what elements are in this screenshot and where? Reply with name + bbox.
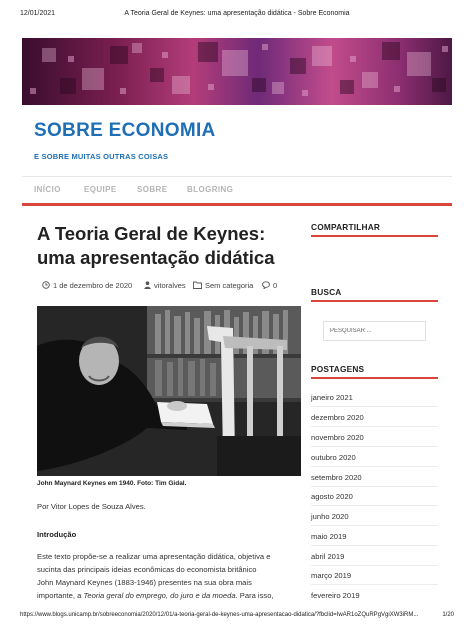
search-input[interactable]	[323, 321, 426, 341]
paragraph-line-last	[37, 591, 274, 600]
archive-link[interactable]: abril 2019	[311, 552, 345, 561]
post-byline: Por Vitor Lopes de Souza Alves.	[37, 502, 146, 511]
post-title	[37, 222, 302, 270]
print-footer	[20, 612, 454, 622]
archive-link[interactable]: junho 2020	[311, 512, 349, 521]
sidebar-heading-posts: POSTAGENS	[311, 364, 365, 374]
print-date: 12/01/2021	[20, 10, 56, 17]
site-title[interactable]: SOBRE ECONOMIA	[34, 120, 216, 141]
archive-link[interactable]: setembro 2020	[311, 473, 362, 482]
archive-divider	[311, 545, 438, 546]
photo-illustration	[37, 306, 301, 476]
archive-divider	[311, 446, 438, 447]
archive-divider	[311, 466, 438, 467]
photo-caption: John Maynard Keynes em 1940. Foto: Tim Gidal.	[37, 480, 187, 487]
archive-link[interactable]: dezembro 2020	[311, 413, 364, 422]
archive-divider	[311, 525, 438, 526]
nav-item-inicio[interactable]: INÍCIO	[34, 185, 61, 194]
sidebar-heading-share: COMPARTILHAR	[311, 222, 381, 232]
nav-item-equipe[interactable]: EQUIPE	[84, 185, 117, 194]
archive-link[interactable]: novembro 2020	[311, 433, 364, 442]
archive-divider	[311, 486, 438, 487]
nav-item-sobre[interactable]: SOBRE	[137, 185, 168, 194]
archive-divider	[311, 406, 438, 407]
site-tagline: E SOBRE MUITAS OUTRAS COISAS	[34, 152, 169, 161]
post-category[interactable]: Sem categoria	[205, 281, 254, 290]
post-title-line-1: A Teoria Geral de Keynes:	[37, 223, 266, 244]
print-header	[20, 10, 454, 22]
sidebar-rule	[311, 377, 438, 379]
archive-divider	[311, 565, 438, 566]
archive-divider	[311, 584, 438, 585]
archive-link[interactable]: agosto 2020	[311, 492, 353, 501]
paragraph-line: John Maynard Keynes (1883-1946) presentes na sua obra mais	[37, 578, 252, 587]
keynes-photo	[37, 306, 301, 476]
archive-link[interactable]: fevereiro 2019	[311, 591, 360, 600]
paragraph-text: . Para isso,	[235, 591, 274, 600]
user-icon	[144, 281, 151, 289]
print-url: https://www.blogs.unicamp.br/sobreeconomia/2020/12/01/a-teoria-geral-de-keynes-uma-apresentacao-didatica/?fbclid=IwAR1oZQuRPgVgiXW3iRM...	[20, 612, 419, 618]
comment-icon	[262, 281, 270, 289]
paragraph-line: sucinta das principais ideias econômicas do economista britânico	[37, 565, 257, 574]
archive-divider	[311, 426, 438, 427]
archive-link[interactable]: março 2019	[311, 571, 352, 580]
sidebar-rule	[311, 235, 438, 237]
post-date[interactable]: 1 de dezembro de 2020	[53, 281, 133, 290]
post-author[interactable]: vitoralves	[154, 281, 186, 290]
nav-divider-top	[22, 176, 452, 177]
post-comments-count[interactable]: 0	[273, 281, 278, 290]
archive-link[interactable]: janeiro 2021	[311, 393, 353, 402]
archive-divider	[311, 505, 438, 506]
nav-item-blogring[interactable]: BLOGRING	[187, 185, 234, 194]
archive-link[interactable]: outubro 2020	[311, 453, 356, 462]
sidebar-rule	[311, 300, 438, 302]
paragraph-text: importante, a	[37, 591, 84, 600]
print-doc-title: A Teoria Geral de Keynes: uma apresentação didática - Sobre Economia	[124, 10, 350, 17]
intro-heading: Introdução	[37, 530, 77, 539]
print-page-number: 1/20	[442, 612, 454, 618]
fractal-pattern	[22, 38, 452, 105]
archive-link[interactable]: maio 2019	[311, 532, 347, 541]
paragraph-line: Este texto propõe-se a realizar uma apresentação didática, objetiva e	[37, 552, 271, 561]
header-banner-image	[22, 38, 452, 105]
clock-icon	[42, 281, 50, 289]
book-title-italic: Teoria geral do emprego, do juro e da moeda	[83, 591, 236, 600]
folder-icon	[193, 281, 202, 289]
post-title-line-2: uma apresentação didática	[37, 247, 275, 268]
sidebar-heading-search: BUSCA	[311, 287, 342, 297]
nav-divider-accent	[22, 203, 452, 206]
